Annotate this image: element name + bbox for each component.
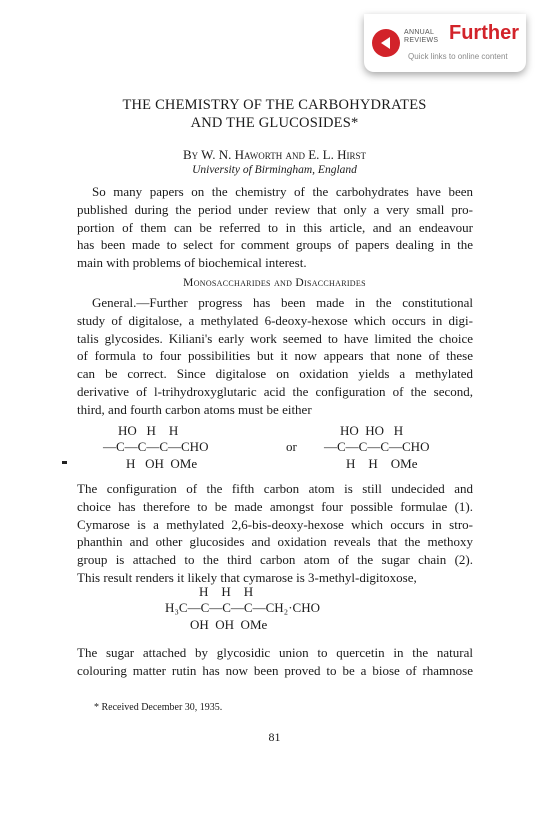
intro-line: published during the period under review that only a very small pro- — [77, 201, 473, 217]
formula3-bottom: OH OH OMe — [190, 617, 268, 632]
rutin-paragraph — [77, 644, 473, 680]
configuration-line: phanthin and other glucosides and oxidation reveals that the methoxy — [77, 534, 473, 550]
intro-line: main with problems of biochemical interest. — [77, 255, 307, 271]
configuration-line: choice has therefore to be made amongst four possible formulae (1). — [77, 498, 473, 514]
intro-line: So many papers on the chemistry of the carbohydrates have been — [92, 184, 473, 199]
general-line: study of digitalose, a methylated 6-deoxy-hexose which occurs in digi- — [77, 312, 473, 328]
configuration-line: group is attached to the third carbon atom of the sugar chain (2). — [77, 552, 473, 568]
page-number: 81 — [268, 730, 281, 744]
margin-mark — [62, 461, 67, 464]
configuration-paragraph — [77, 480, 473, 587]
annual-reviews-logo-icon — [372, 29, 400, 57]
general-paragraph — [77, 294, 473, 419]
formula1-top: HO H H — [118, 423, 179, 438]
intro-paragraph — [77, 183, 473, 272]
formula3-top: H H H — [199, 584, 254, 599]
intro-line: has been made to select for comment groups of papers dealing in the — [77, 237, 473, 253]
formula1-bottom: H OH OMe — [126, 456, 198, 471]
banner-logo-text: ANNUAL REVIEWS — [404, 29, 439, 44]
banner-title: Further — [449, 22, 519, 44]
configuration-line: Cymarose is a methylated 2,6-bis-deoxy-hexose which occurs in stro- — [77, 516, 473, 532]
further-banner[interactable] — [364, 14, 526, 72]
general-line: General.—Further progress has been made in the constitutional — [92, 295, 473, 310]
general-line: third, and fourth carbon atoms must be either — [77, 401, 312, 417]
affiliation: University of Birmingham, England — [192, 164, 357, 176]
formula1-main: —C—C—C—CHO — [103, 439, 209, 454]
rutin-line: The sugar attached by glycosidic union to quercetin in the natural — [77, 645, 473, 660]
banner-subtitle: Quick links to online content — [408, 52, 508, 61]
article-title-line2: AND THE GLUCOSIDES* — [190, 115, 359, 131]
formula-or: or — [286, 439, 297, 454]
formula3-main: H₃C—C—C—C—CH₂·CHO — [165, 600, 320, 615]
configuration-line: The configuration of the fifth carbon atom is still undecided and — [77, 481, 473, 496]
section-heading: Monosaccharides and Disaccharides — [183, 277, 366, 289]
general-line: talis glycosides. Kiliani's early work seemed to have limited the choice — [77, 330, 473, 346]
general-line: derivative of l-trihydroxyglutaric acid the configuration of the second, — [77, 383, 473, 399]
rutin-line: colouring matter rutin has now been proved to be a biose of rhamnose — [77, 662, 473, 678]
authors: By W. N. Haworth and E. L. Hirst — [182, 147, 367, 162]
general-line: can be correct. Since digitalose on oxidation yields a methylated — [77, 366, 473, 382]
article-title-line1: THE CHEMISTRY OF THE CARBOHYDRATES — [122, 97, 427, 113]
formula2-bottom: H H OMe — [346, 456, 418, 471]
formula2-top: HO HO H — [340, 423, 404, 438]
general-line: of formula to four possibilities but it now appears that none of these — [77, 348, 473, 364]
intro-line: portion of them can be referred to in this article, and an endeavour — [77, 219, 473, 235]
formula2-main: —C—C—C—CHO — [324, 439, 430, 454]
footnote: * Received December 30, 1935. — [94, 702, 223, 713]
configuration-line: This result renders it likely that cymarose is 3-methyl-digitoxose, — [77, 569, 417, 585]
